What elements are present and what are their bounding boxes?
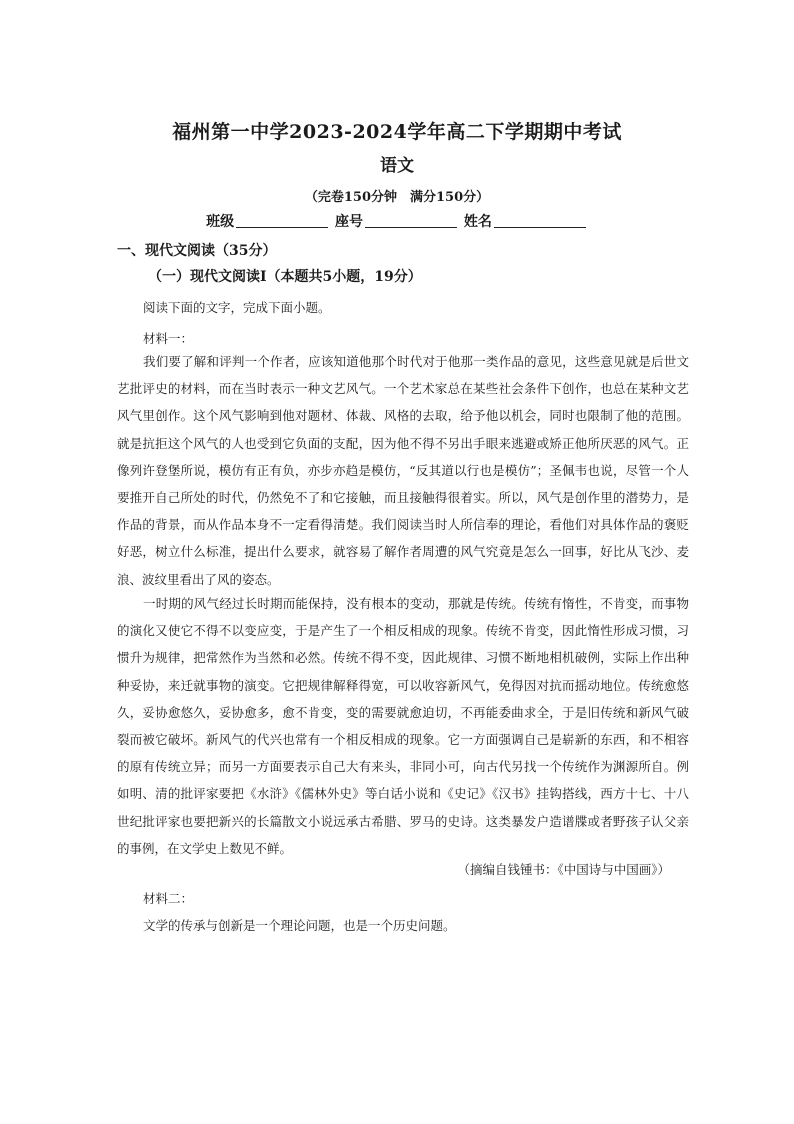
material2-label: 材料二： xyxy=(143,891,194,906)
class-label: 班级 xyxy=(206,214,235,230)
name-blank xyxy=(494,213,586,228)
subsection-heading: （一）现代文阅读Ⅰ（本题共5小题，19分） xyxy=(148,269,422,285)
class-blank xyxy=(236,213,328,228)
name-label: 姓名 xyxy=(463,214,492,230)
section-heading: 一、现代文阅读（35分） xyxy=(117,243,277,259)
seat-blank xyxy=(365,213,457,228)
material1-paragraph: 我们要了解和评判一个作者，应该知道他那个时代对于他那一类作品的意见，这些意见就是后世文艺批评史的材料，而在当时表示一种文艺风气。一个艺术家总在某些社会条件下创作，也总在某种文艺风气里创作。这个风气影响到他对题材、体裁、风格的去取，给予他以机会，同时也限制了他的范围。就是抗拒这个风气的人也受到它负面的支配，因为他不得不另出手眼来逃避或矫正他所厌恶的风气。正像列许登堡所说，模仿有正有负，亦步亦趋是模仿，“反其道以行也是模仿”；圣佩韦也说，尽管一个人要推开自己所处的时代，仍然免不了和它接触，而且接触得很着实。所以，风气是创作里的潜势力，是作品的背景，而从作品本身不一定看得清楚。我们阅读当时人所信奉的理论，看他们对具体作品的褒贬好恶，树立什么标准，提出什么要求，就容易了解作者周遭的风气究竟是怎么一回事，好比从飞沙、麦浪、波纹里看出了风的姿态。 xyxy=(117,354,689,587)
exam-title: 福州第一中学2023-2024学年高二下学期期中考试 xyxy=(172,121,622,143)
student-info-row xyxy=(0,211,794,231)
seat-label: 座号 xyxy=(335,214,363,230)
material1-label: 材料一： xyxy=(143,331,194,346)
material1-paragraph: 一时期的风气经过长时期而能保持，没有根本的变动，那就是传统。传统有惰性，不肯变，而事物的演化又使它不得不以变应变，于是产生了一个相反相成的现象。传统不肯变，因此惰性形成习惯，习惯升为规律，把常然作为当然和必然。传统不得不变，因此规律、习惯不断地相机破例，实际上作出种种妥协，来迁就事物的演变。它把规律解释得宽，可以收容新风气，免得因对抗而摇动地位。传统愈悠久，妥协愈悠久，妥协愈多，愈不肯变，变的需要就愈迫切，不再能委曲求全，于是旧传统和新风气破裂而被它破坏。新风气的代兴也常有一个相反相成的现象。它一方面强调自己是崭新的东西，和不相容的原有传统立异；而另一方面要表示自己大有来头，非同小可，向古代另找一个传统作为渊源所自。例如明、清的批评家要把《水浒》《儒林外史》等白话小说和《史记》《汉书》挂钩搭线，西方十七、十八世纪批评家也要把新兴的长篇散文小说远承古希腊、罗马的史诗。这类暴发户造谱牒或者野孩子认父亲的事例，在文学史上数见不鲜。 xyxy=(117,596,689,856)
exam-subject: 语文 xyxy=(380,156,414,176)
material2-paragraph: 文学的传承与创新是一个理论问题，也是一个历史问题。 xyxy=(143,918,456,933)
material1-source: （摘编自钱锺书：《中国诗与中国画》） xyxy=(457,862,670,877)
exam-duration: （完卷150分钟 满分150分） xyxy=(304,190,490,205)
reading-instruction: 阅读下面的文字，完成下面小题。 xyxy=(143,300,331,315)
